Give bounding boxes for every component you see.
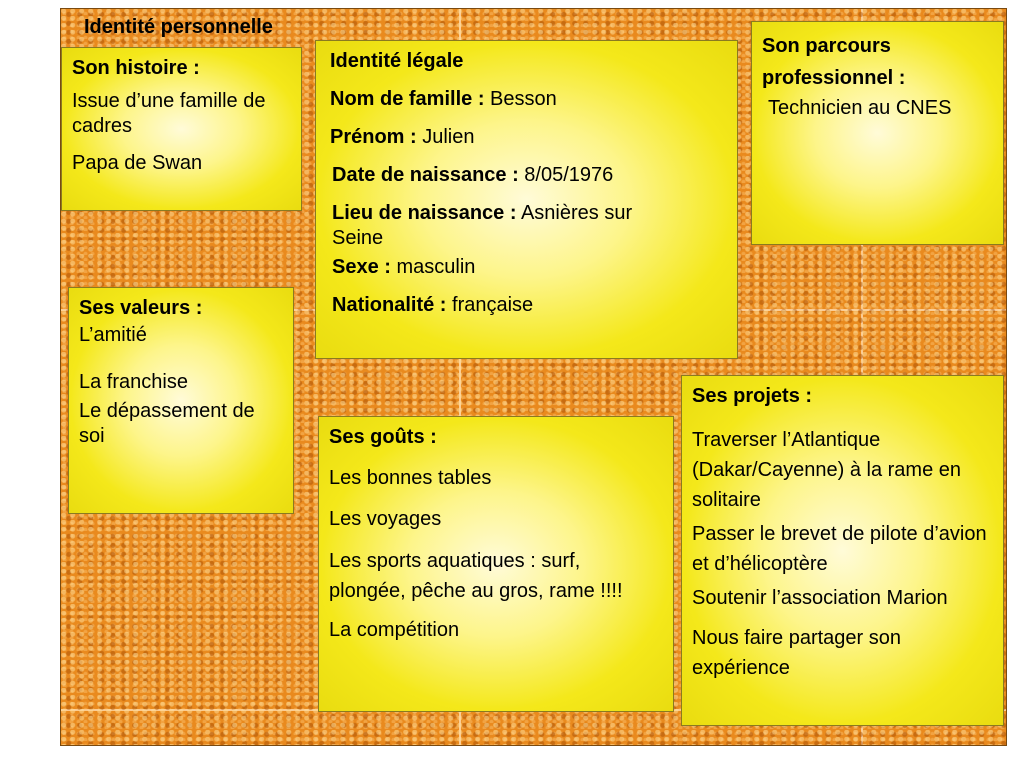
note-projets bbox=[681, 375, 1004, 726]
valeurs-item: Le dépassement de soi bbox=[79, 400, 255, 447]
projets-item: Passer le brevet de pilote d’avion et d’hélicoptère bbox=[692, 523, 987, 575]
parcours-heading: Son parcours professionnel : bbox=[762, 35, 906, 89]
board-title: Identité personnelle bbox=[84, 16, 273, 38]
projets-heading: Ses projets : bbox=[692, 385, 813, 407]
legale-value: française bbox=[446, 294, 534, 316]
legale-row bbox=[330, 87, 725, 112]
valeurs-heading: Ses valeurs : bbox=[79, 297, 203, 319]
projets-item: Soutenir l’association Marion bbox=[692, 587, 948, 609]
valeurs-item: La franchise bbox=[79, 371, 188, 393]
histoire-heading: Son histoire : bbox=[72, 57, 200, 79]
gouts-item: Les bonnes tables bbox=[329, 467, 492, 489]
legale-label: Lieu de naissance : bbox=[332, 202, 517, 224]
legale-value: Julien bbox=[416, 126, 475, 148]
legale-row bbox=[330, 255, 725, 280]
gouts-item: Les voyages bbox=[329, 508, 442, 530]
legale-label: Sexe : bbox=[332, 256, 391, 278]
parcours-item: Technicien au CNES bbox=[768, 97, 952, 119]
note-histoire bbox=[61, 47, 302, 211]
valeurs-item: L’amitié bbox=[79, 324, 147, 346]
legale-label: Nom de famille : bbox=[330, 88, 485, 110]
gouts-item: La compétition bbox=[329, 619, 460, 641]
projets-item: Traverser l’Atlantique (Dakar/Cayenne) à la rame en solitaire bbox=[692, 429, 962, 511]
note-identite-legale bbox=[315, 40, 738, 359]
note-parcours bbox=[751, 21, 1004, 245]
legale-value: 8/05/1976 bbox=[518, 164, 614, 186]
legale-label: Prénom : bbox=[330, 126, 417, 148]
note-gouts bbox=[318, 416, 674, 712]
histoire-item: Issue d’une famille de cadres bbox=[72, 90, 266, 137]
legale-label: Nationalité : bbox=[332, 294, 447, 316]
histoire-item: Papa de Swan bbox=[72, 152, 203, 174]
legale-row bbox=[330, 163, 725, 188]
note-valeurs bbox=[68, 287, 294, 514]
legale-row bbox=[330, 125, 725, 150]
legale-value: masculin bbox=[390, 256, 476, 278]
legale-value: Asnières sur Seine bbox=[332, 202, 633, 249]
gouts-heading: Ses goûts : bbox=[329, 426, 437, 448]
gouts-item: Les sports aquatiques : surf, plongée, pêche au gros, rame !!!! bbox=[329, 550, 623, 602]
legale-heading: Identité légale bbox=[330, 50, 464, 72]
projets-item: Nous faire partager son expérience bbox=[692, 627, 902, 679]
legale-label: Date de naissance : bbox=[332, 164, 519, 186]
legale-value: Besson bbox=[484, 88, 557, 110]
legale-row bbox=[330, 201, 682, 251]
legale-row bbox=[330, 293, 725, 318]
